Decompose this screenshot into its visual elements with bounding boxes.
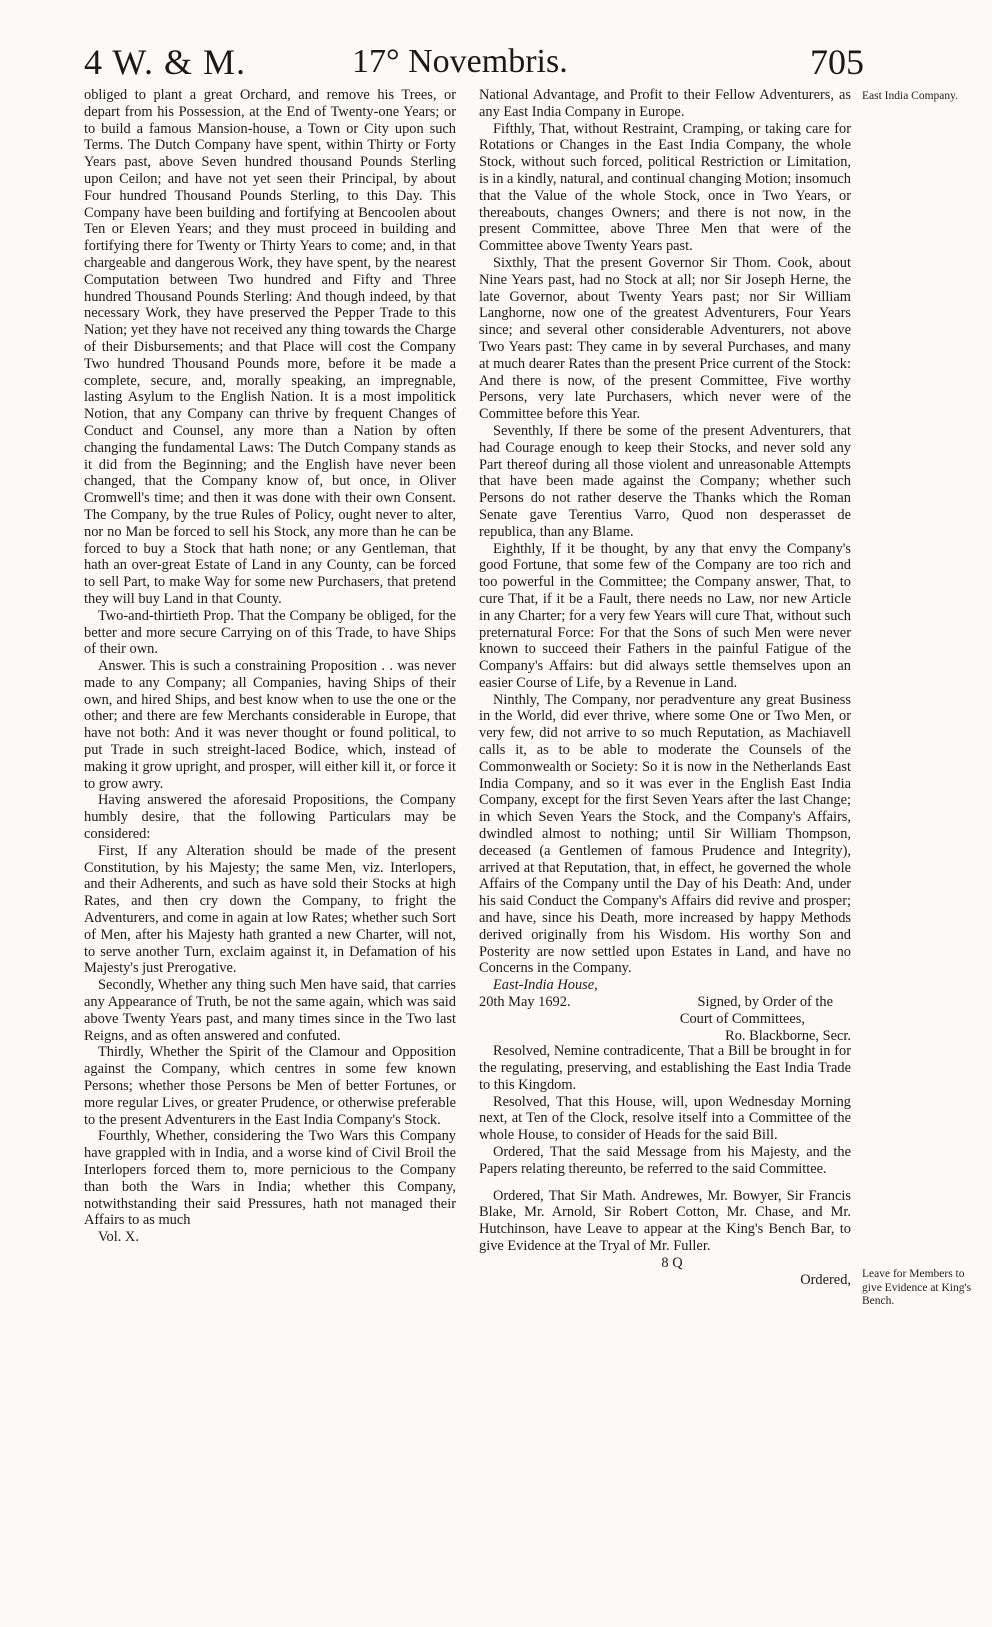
paragraph: Thirdly, Whether the Spirit of the Clamour and Opposition against the Company, which centres in some few known Persons; whether those Persons be Men of better Fortunes, or more regular Lives, or greater Prudence, or otherwise preferable to the present Adventurers in the East India Company's Stock.	[84, 1044, 456, 1128]
paragraph: Secondly, Whether any thing such Men have said, that carries any Appearance of Truth, be not the same again, which was said above Twenty Years past, and many times since in the Two last Reigns, and as often answered and confuted.	[84, 977, 456, 1044]
paragraph: Ninthly, The Company, nor peradventure any great Business in the World, did ever thrive, where some One or Two Men, or very few, did not arrive to so much Reputation, as Machiavell calls it, as to be able to moderate the Counsels of the Commonwealth or Society: So it is now in the Netherlands East India Company, and so it was ever in the English East India Company, except for the first Seven Years after the last Change; in which Seven Years the Stock, and the Company's Affairs, dwindled almost to nothing; until Sir William Thompson, deceased (a Gentlemen of famous Prudence and Integrity), arrived at that Reputation, that, in effect, he governed the whole Affairs of the Company until the Day of his Death: And, under his said Conduct the Company's Affairs did revive and prosper; and have, since his Death, more increased by happy Methods derived originally from his Wisdom. His worthy Son and Posterity are now settled upon Estates in Land, and have no Concerns in the Company.	[479, 691, 851, 977]
paragraph: Fifthly, That, without Restraint, Cramping, or taking care for Rotations or Changes in the East India Company, the whole Stock, without such forced, political Restriction or Limitation, is in a kindly, natural, and continual changing Motion; insomuch that the Value of the whole Stock, once in Two Years, or thereabouts, changes Owners; and there is not now, in the present Committee, above Three Men that were of the Committee above Twenty Years past.	[479, 120, 851, 255]
left-column	[84, 87, 456, 1246]
paragraph: Fourthly, Whether, considering the Two Wars this Company have grappled with in India, and a worse kind of Civil Broil the Interlopers forced them to, more pernicious to the Company than both the Wars in India; whether this Company, notwithstanding their said Pressures, hath not managed their Affairs to as much	[84, 1128, 456, 1229]
signature-mark: 8 Q	[661, 1254, 683, 1271]
paragraph: Two-and-thirtieth Prop. That the Company be obliged, for the better and more secure Carrying on of this Trade, to have Ships of their own.	[84, 607, 456, 658]
paragraph: Having answered the aforesaid Propositions, the Company humbly desire, that the following Particulars may be considered:	[84, 792, 456, 843]
paragraph: obliged to plant a great Orchard, and remove his Trees, or depart from his Possession, at the End of Twenty-one Years; or to build a famous Mansion-house, a Town or City upon such Terms. The Dutch Company have spent, within Thirty or Forty Years past, above Seven hundred thousand Pounds Sterling upon Ceilon; and have not yet seen their Principal, by about Four hundred Thousand Pounds Sterling, to this Day. This Company have been building and fortifying at Bencoolen about Ten or Eleven Years; and they must proceed in building and fortifying there for Twenty or Thirty Years to come; and, in that chargeable and dangerous Work, they have spent, by the nearest Computation between Two hundred and Fifty and Three hundred Thousand Pounds Sterling: And though indeed, by that necessary Work, they have preserved the Pepper Trade to this Nation; yet they have not received any thing towards the Charge of their Disbursements; and that Place will cost the Company Two hundred Thousand Pounds more, before it be made a complete, secure, and, morally speaking, an impregnable, lasting Asylum to the English Nation. It is a most impolitick Notion, that any Company can thrive by frequent Changes of Conduct and Counsel, any more than a Nation by often changing the fundamental Laws: The Dutch Company stands as it did from the Beginning; and the English have never been changed, that the Company know of, but once, in Oliver Cromwell's time; and then it was done with their own Consent. The Company, by the true Rules of Policy, ought never to alter, nor no Man be forced to sell his Stock, any more than he can be forced to buy a Stock that hath none; or any Gentleman, that hath an over-great Estate of Land in any County, can be forced to sell Part, to make Way for some new Purchasers, that pretend they will buy Land in that County.	[84, 87, 456, 607]
signature-name: Ro. Blackborne, Secr.	[725, 1028, 851, 1045]
right-column	[479, 87, 851, 1288]
regnal-year: 4 W. & M.	[84, 42, 247, 82]
margin-note-east-india: East India Company.	[862, 90, 959, 102]
paragraph: Answer. This is such a constraining Proposition . . was never made to any Company; all Companies, having Ships of their own, and hired Ships, and best know when to use the one or the other; and there are few Merchants considerable in Europe, that have not both: And it was never thought or found political, to put Trade in such streight-laced Bodice, which, instead of making it grow upright, and prosper, will either kill it, or force it to grow awry.	[84, 658, 456, 792]
signature-court: Court of Committees,	[679, 1011, 805, 1028]
page-header	[84, 36, 864, 92]
page-number: 705	[810, 42, 864, 82]
paragraph: Ordered, That the said Message from his Majesty, and the Papers relating thereunto, be referred to the said Committee.	[479, 1144, 851, 1177]
signature-by: Signed, by Order of the	[697, 994, 833, 1011]
paragraph: Eighthly, If it be thought, by any that envy the Company's good Fortune, that some few of the Company are too rich and too powerful in the Committee; the Company answer, That, to cure That, if it be a Fault, there needs no Law, nor new Article in any Charter; for a very few Years will cure That, without such preternatural Force: For that the Sons of such Men were never known to succeed their Fathers in the painful Fatigue of the Company's Affairs: but did always settle themselves upon an easier Course of Life, by a Revenue in Land.	[479, 540, 851, 691]
date-heading: 17° Novembris.	[352, 43, 568, 80]
paragraph: Resolved, Nemine contradicente, That a Bill be brought in for the regulating, preserving, and establishing the East India Trade to this Kingdom.	[479, 1043, 851, 1093]
spacer	[479, 1178, 851, 1188]
catchword: Ordered,	[800, 1271, 851, 1288]
signature-date: 20th May 1692.	[479, 994, 571, 1011]
paragraph: Ordered, That Sir Math. Andrewes, Mr. Bowyer, Sir Francis Blake, Mr. Arnold, Sir Robert Cotton, Mr. Chase, and Mr. Hutchinson, have Leave to appear at the King's Bench Bar, to give Evidence at the Tryal of Mr. Fuller.	[479, 1187, 851, 1254]
paragraph: First, If any Alteration should be made of the present Constitution, by his Majesty; the same Men, viz. Interlopers, and their Adherents, and such as have sold their Stocks at high Rates, and then cry down the Company, to fright the Adventurers, and come in again at low Rates; whether such Sort of Men, after his Majesty hath granted a new Charter, will not, to serve another Turn, exclaim against it, in Defamation of his Majesty's just Prerogative.	[84, 842, 456, 977]
paragraph: Seventhly, If there be some of the present Adventurers, that had Courage enough to keep their Stocks, and never sold any Part thereof during all those violent and unreasonable Attempts that have been made against the Company; whether such Persons do not rather deserve the Thanks which the Roman Senate gave Terentius Varro, Quod non desperasset de republica, than any Blame.	[479, 422, 851, 540]
paragraph: National Advantage, and Profit to their Fellow Adventurers, as any East India Company in Europe.	[479, 87, 851, 120]
volume-mark: Vol. X.	[98, 1229, 139, 1246]
paragraph: Resolved, That this House, will, upon Wednesday Morning next, at Ten of the Clock, resolve itself into a Committee of the whole House, to consider of Heads for the said Bill.	[479, 1093, 851, 1144]
paragraph: Sixthly, That the present Governor Sir Thom. Cook, about Nine Years past, had no Stock at all; nor Sir Joseph Herne, the late Governor, about Twenty Years past; nor Sir William Langhorne, now one of the greatest Adventurers, Four Years since; and several other considerable Adventurers, not above Two Years past: They came in by several Purchases, and many at much dearer Rates than the present Price current of the Stock: And there is now, of the present Committee, Five worthy Persons, very late Purchasers, which never were of the Committee before this Year.	[479, 254, 851, 423]
margin-note-leave: Leave for Members to give Evidence at King's Bench.	[862, 1268, 972, 1307]
signature-block	[479, 977, 851, 1043]
signature-place: East-India House,	[493, 977, 598, 994]
